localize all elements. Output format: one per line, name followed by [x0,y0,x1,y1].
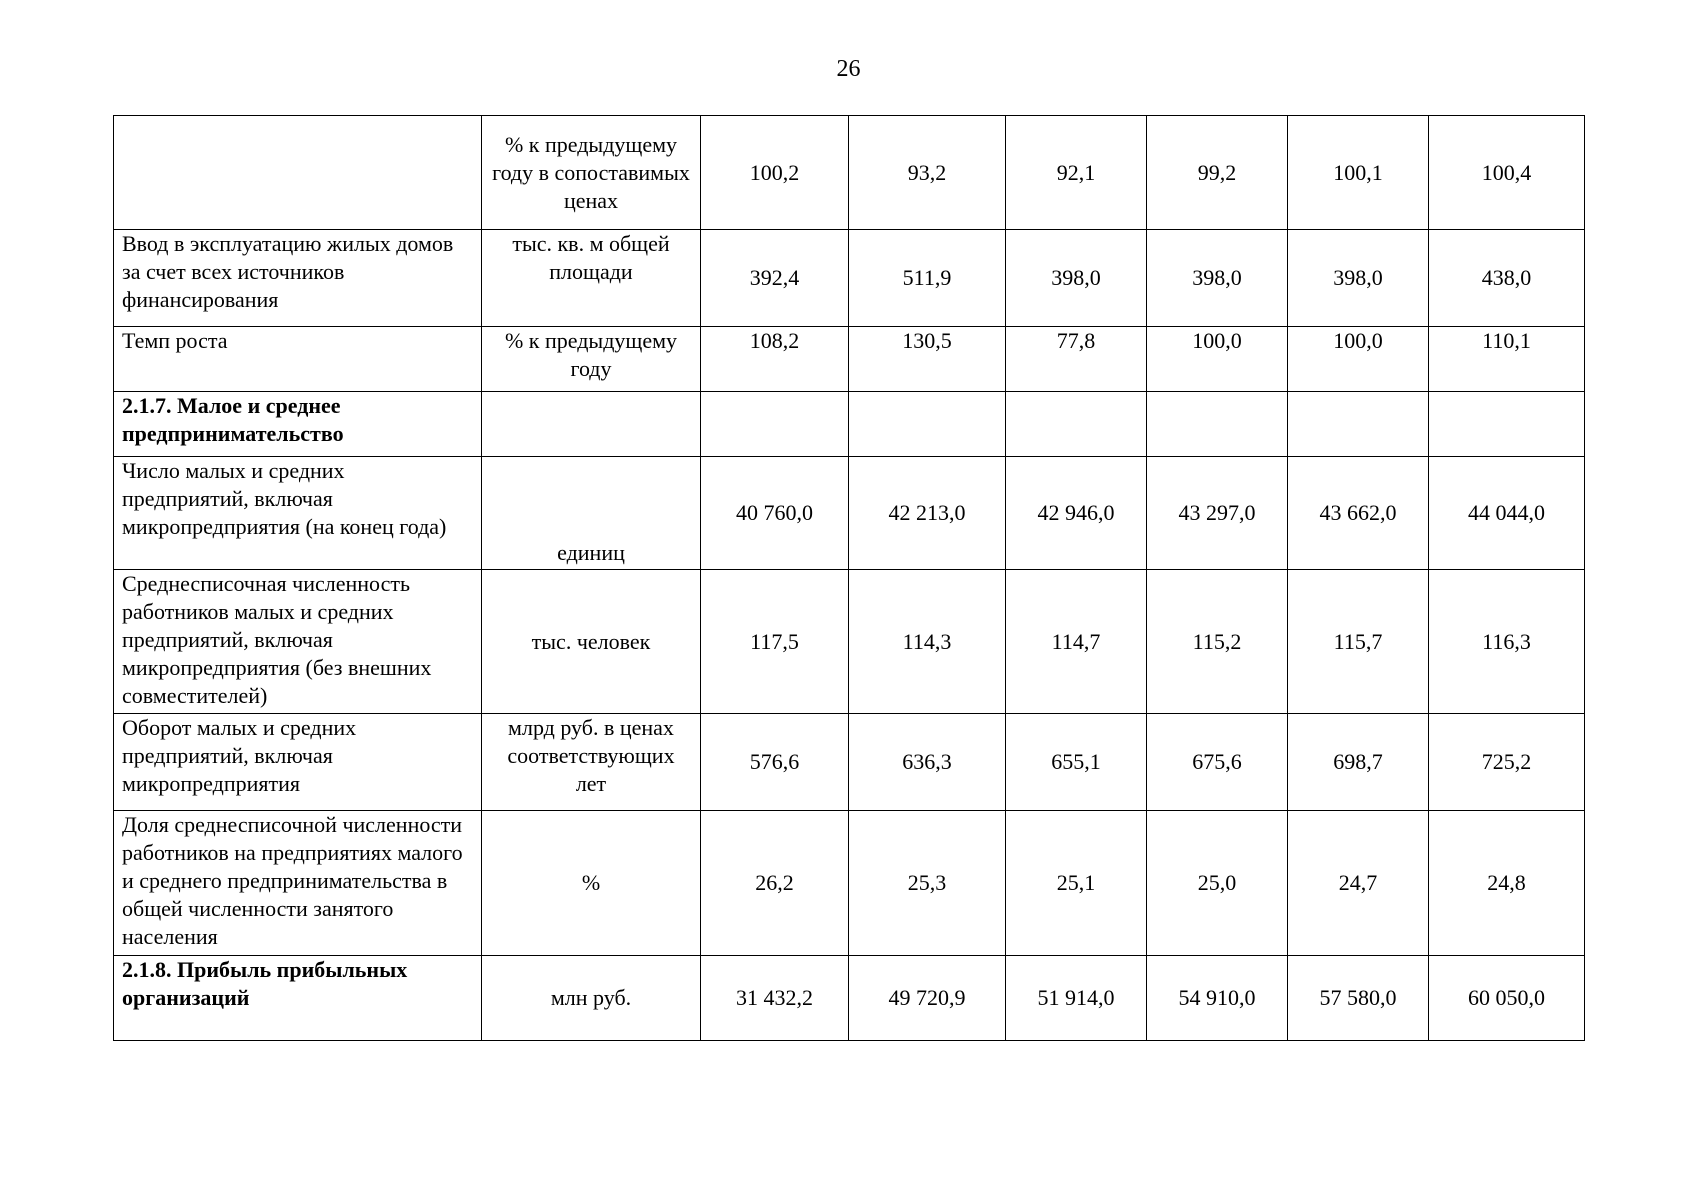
value-cell [701,392,849,457]
value-cell: 99,2 [1147,116,1288,230]
value-cell: 92,1 [1006,116,1147,230]
section-title: 2.1.7. Малое и среднее предпринимательство [114,392,482,457]
table-row [114,811,1585,956]
value-cell: 25,0 [1147,811,1288,956]
value-cell: 49 720,9 [849,956,1006,1041]
value-cell: 398,0 [1006,230,1147,327]
value-cell: 655,1 [1006,714,1147,811]
value-cell: 392,4 [701,230,849,327]
value-cell: 114,3 [849,570,1006,714]
value-cell: 115,2 [1147,570,1288,714]
table-row [114,570,1585,714]
value-cell [1006,392,1147,457]
value-cell: 100,4 [1429,116,1585,230]
table-row [114,230,1585,327]
table-row [114,714,1585,811]
unit-cell: млрд руб. в ценах соответствующих лет [482,714,701,811]
value-cell: 398,0 [1147,230,1288,327]
value-cell: 130,5 [849,327,1006,392]
indicator-cell: Темп роста [114,327,482,392]
value-cell: 40 760,0 [701,457,849,570]
value-cell [849,392,1006,457]
unit-cell: % к предыдущему году [482,327,701,392]
value-cell: 24,7 [1288,811,1429,956]
value-cell: 116,3 [1429,570,1585,714]
indicator-cell: Число малых и средних предприятий, включая микропредприятия (на конец года) [114,457,482,570]
page-number: 26 [836,56,861,82]
indicator-cell [114,116,482,230]
unit-cell: % к предыдущему году в сопоставимых ценах [482,116,701,230]
value-cell: 42 213,0 [849,457,1006,570]
value-cell: 114,7 [1006,570,1147,714]
value-cell: 117,5 [701,570,849,714]
value-cell: 675,6 [1147,714,1288,811]
value-cell: 100,2 [701,116,849,230]
value-cell: 636,3 [849,714,1006,811]
value-cell: 576,6 [701,714,849,811]
value-cell: 100,0 [1288,327,1429,392]
table-row [114,116,1585,230]
unit-cell: тыс. кв. м общей площади [482,230,701,327]
value-cell: 93,2 [849,116,1006,230]
value-cell: 698,7 [1288,714,1429,811]
value-cell: 57 580,0 [1288,956,1429,1041]
section-row [114,956,1585,1041]
section-row [114,392,1585,457]
value-cell [1147,392,1288,457]
indicator-cell: Оборот малых и средних предприятий, включая микропредприятия [114,714,482,811]
value-cell: 108,2 [701,327,849,392]
indicators-table [113,115,1585,1041]
unit-cell: тыс. человек [482,570,701,714]
value-cell: 110,1 [1429,327,1585,392]
unit-cell [482,392,701,457]
value-cell: 43 297,0 [1147,457,1288,570]
table-row [114,327,1585,392]
value-cell: 25,3 [849,811,1006,956]
value-cell: 77,8 [1006,327,1147,392]
value-cell: 100,1 [1288,116,1429,230]
value-cell: 60 050,0 [1429,956,1585,1041]
value-cell [1288,392,1429,457]
indicator-cell: Среднесписочная численность работников малых и средних предприятий, включая микропредприятия (без внешних совместителей) [114,570,482,714]
unit-cell: млн руб. [482,956,701,1041]
section-title: 2.1.8. Прибыль прибыльных организаций [114,956,482,1041]
unit-cell: единиц [482,457,701,570]
value-cell: 25,1 [1006,811,1147,956]
value-cell: 26,2 [701,811,849,956]
table-row [114,457,1585,570]
value-cell: 115,7 [1288,570,1429,714]
value-cell: 43 662,0 [1288,457,1429,570]
value-cell: 398,0 [1288,230,1429,327]
value-cell: 511,9 [849,230,1006,327]
indicator-cell: Ввод в эксплуатацию жилых домов за счет всех источников финансирования [114,230,482,327]
value-cell: 438,0 [1429,230,1585,327]
value-cell: 51 914,0 [1006,956,1147,1041]
value-cell: 44 044,0 [1429,457,1585,570]
value-cell: 100,0 [1147,327,1288,392]
value-cell: 24,8 [1429,811,1585,956]
value-cell: 54 910,0 [1147,956,1288,1041]
value-cell: 42 946,0 [1006,457,1147,570]
unit-cell: % [482,811,701,956]
value-cell: 725,2 [1429,714,1585,811]
value-cell: 31 432,2 [701,956,849,1041]
value-cell [1429,392,1585,457]
indicator-cell: Доля среднесписочной численности работников на предприятиях малого и среднего предпринимательства в общей численности занятого населения [114,811,482,956]
